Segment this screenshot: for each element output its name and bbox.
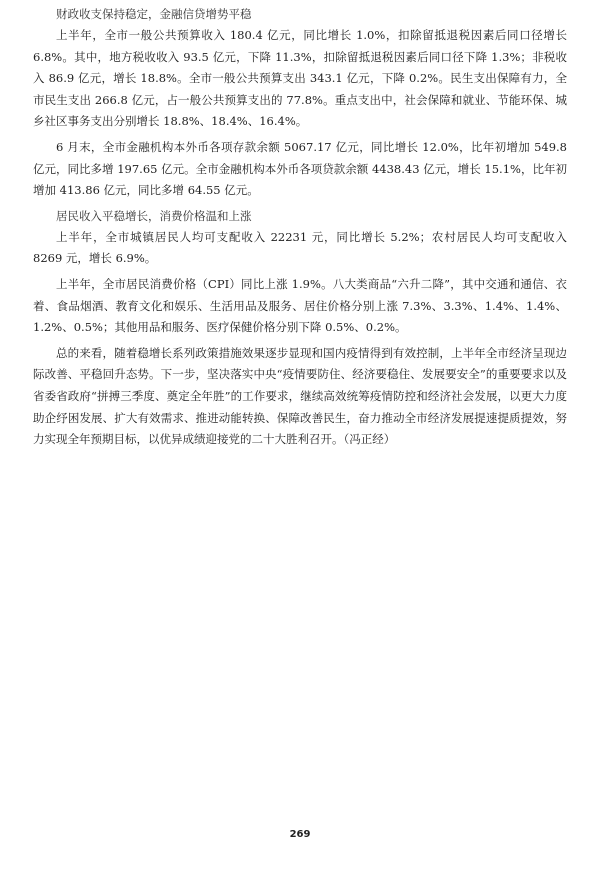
article-body bbox=[33, 4, 567, 455]
section-heading-finance: 财政收支保持稳定，金融信贷增势平稳 bbox=[56, 7, 252, 21]
paragraph-deposits-loans: 6 月末，全市金融机构本外币各项存款余额 5067.17 亿元，同比增长 12.0%，比年初增加 549.8 亿元，同比多增 197.65 亿元。全市金融机构本外币各项贷款余额 4438.43 亿元，增长 15.1%，比年初增加 413.86 亿元，同比多增 64.55 亿元。 bbox=[33, 139, 567, 198]
paragraph-summary: 总的来看，随着稳增长系列政策措施效果逐步显现和国内疫情得到有效控制，上半年全市经济呈现边际改善、平稳回升态势。下一步，坚决落实中央“疫情要防住、经济要稳住、发展要安全”的重要要求以及省委省政府“拼搏三季度、奠定全年胜”的工作要求，继续高效统筹疫情防控和经济社会发展，以更大力度助企纾困发展、扩大有效需求、推进动能转换、保障改善民生，奋力推动全市经济发展提速提质提效，努力实现全年预期目标，以优异成绩迎接党的二十大胜利召开。（冯正经） bbox=[33, 345, 567, 447]
paragraph-cpi: 上半年，全市居民消费价格（CPI）同比上涨 1.9%。八大类商品“六升二降”，其中交通和通信、衣着、食品烟酒、教育文化和娱乐、生活用品及服务、居住价格分别上涨 7.3%、3.3%、1.4%、1.4%、1.2%、0.5%；其他用品和服务、医疗保健价格分别下降 0.5%、0.2%。 bbox=[33, 276, 567, 335]
paragraph-income: 上半年，全市城镇居民人均可支配收入 22231 元，同比增长 5.2%；农村居民人均可支配收入 8269 元，增长 6.9%。 bbox=[33, 229, 567, 266]
paragraph-fiscal: 上半年，全市一般公共预算收入 180.4 亿元，同比增长 1.0%，扣除留抵退税因素后同口径增长 6.8%。其中，地方税收收入 93.5 亿元，下降 11.3%，扣除留抵退税因素后同口径下降 1.3%；非税收入 86.9 亿元，增长 18.8%。全市一般公共预算支出 343.1 亿元，下降 0.2%。民生支出保障有力，全市民生支出 266.8 亿元，占一般公共预算支出的 77.8%。重点支出中，社会保障和就业、节能环保、城乡社区事务支出分别增长 18.8%、18.4%、16.4%。 bbox=[33, 28, 567, 129]
section-heading-income: 居民收入平稳增长，消费价格温和上涨 bbox=[56, 208, 252, 223]
page-number: 269 bbox=[289, 829, 311, 840]
